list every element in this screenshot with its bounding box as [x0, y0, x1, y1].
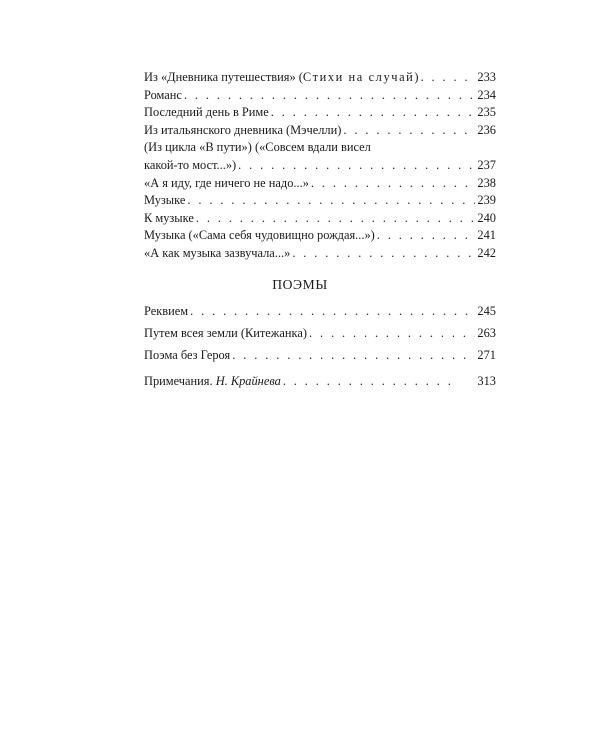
toc-entry-title: К музыке: [144, 210, 194, 225]
dot-leader: [309, 322, 475, 344]
toc-entry-title: Из «Дневника путешествия» (Стихи на случай): [144, 70, 419, 84]
toc-entry: [144, 300, 496, 322]
toc-entry: [144, 87, 496, 105]
toc-entry: [144, 210, 496, 228]
toc-entry-title: «А я иду, где ничего не надо...»: [144, 175, 309, 190]
toc-entry: [144, 139, 496, 174]
toc-entry-title: Музыка («Сама себя чудовищно рождая...»): [144, 228, 375, 243]
toc-entry-notes: [144, 373, 496, 391]
toc-page-number: 240: [477, 210, 496, 225]
toc-entry-title: Поэма без Героя: [144, 348, 231, 362]
toc-entry-title: «А как музыка зазвучала...»: [144, 245, 291, 260]
toc-page-number: 271: [477, 348, 496, 362]
dot-leader: [232, 344, 475, 366]
notes-author: Н. Крайнева: [215, 374, 281, 388]
toc-page-number: 237: [477, 157, 496, 172]
toc-entry-title: Примечания. Н. Крайнева: [144, 374, 281, 388]
toc-page-number: 238: [477, 175, 496, 190]
toc-page-number: 263: [477, 326, 496, 340]
dot-leader: [196, 210, 476, 228]
toc-entry: [144, 344, 496, 366]
section-heading: ПОЭМЫ: [272, 277, 328, 292]
toc-entry-title-continued: какой-то мост...»): [144, 157, 237, 172]
dot-leader: [311, 175, 476, 193]
dot-leader: [184, 87, 475, 105]
dot-leader: [421, 69, 476, 87]
dot-leader: [187, 192, 475, 210]
toc-entry-title: Путем всея земли (Китежанка): [144, 326, 307, 340]
dot-leader: [238, 157, 475, 175]
toc-entry: [144, 227, 496, 245]
toc-entry-title: Романс: [144, 87, 182, 102]
toc-list: [144, 69, 496, 263]
toc-page-number: 241: [477, 228, 496, 243]
toc-page-number: 245: [477, 304, 496, 318]
toc-entry: [144, 175, 496, 193]
poems-list: [144, 300, 496, 366]
toc-page-number: 239: [477, 193, 496, 208]
toc-entry-title: Реквием: [144, 304, 189, 318]
dot-leader: [343, 122, 475, 140]
toc-page-number: 235: [477, 105, 496, 120]
dot-leader: [271, 104, 476, 122]
toc-page-number: 233: [477, 70, 496, 84]
toc-page-number: 313: [477, 374, 496, 388]
toc-entry: [144, 69, 496, 87]
toc-entry: [144, 104, 496, 122]
dot-leader: [190, 300, 475, 322]
toc-entry-title: Последний день в Риме: [144, 105, 269, 120]
toc-entry-title: Музыке: [144, 193, 186, 208]
toc-page-number: 236: [477, 122, 496, 137]
dot-leader: [377, 227, 476, 245]
toc-entry: [144, 322, 496, 344]
toc-page-number: 242: [477, 245, 496, 260]
toc-entry-title: (Из цикла «В пути») («Совсем вдали висел: [144, 140, 371, 155]
toc-entry-subtitle: Стихи на случай: [302, 70, 415, 84]
toc-page-number: 234: [477, 87, 496, 102]
toc-entry-title: Из итальянского дневника (Мэчелли): [144, 122, 342, 137]
notes-list: [144, 373, 496, 391]
toc-entry: [144, 122, 496, 140]
toc-entry: [144, 192, 496, 210]
dot-leader: [292, 245, 475, 263]
toc-entry: [144, 245, 496, 263]
dot-leader: [283, 373, 460, 391]
